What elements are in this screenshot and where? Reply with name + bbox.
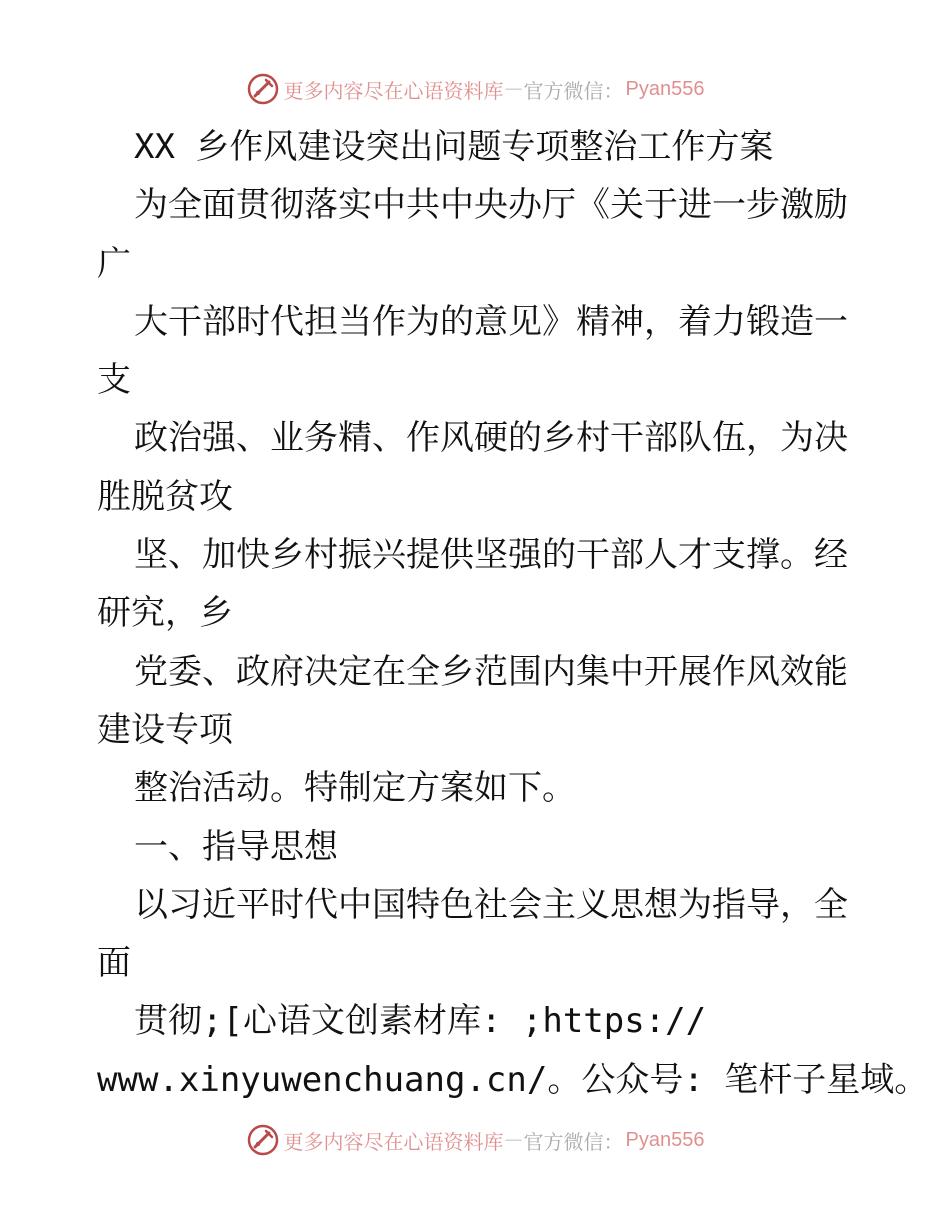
text-line: 政治强、业务精、作风硬的乡村干部队伍，为决 xyxy=(134,418,848,459)
text-line: 研究，乡 xyxy=(97,593,233,634)
text-line: 以习近平时代中国特色社会主义思想为指导，全 xyxy=(134,884,848,925)
watermark-label: 官方微信： xyxy=(523,1129,624,1154)
watermark-label: 官方微信： xyxy=(523,78,624,103)
watermark-dash: — xyxy=(505,1131,522,1148)
document-body xyxy=(97,118,929,1109)
text-line: 贯彻;[心语文创素材库: ;https:// xyxy=(134,1001,707,1042)
text-line: 建设专项 xyxy=(97,709,233,750)
text-line: XX 乡作风建设突出问题专项整治工作方案 xyxy=(134,127,774,167)
footer-watermark xyxy=(0,1122,950,1158)
watermark-text: 更多内容尽在心语资料库 xyxy=(283,1129,504,1154)
text-line: 一、指导思想 xyxy=(134,826,338,867)
seal-logo-icon xyxy=(246,72,280,106)
text-line: 胜脱贫攻 xyxy=(97,476,233,517)
text-line: www.xinyuwenchuang.cn/。公众号: 笔杆子星域。 xyxy=(97,1059,929,1100)
watermark-id: Pyan556 xyxy=(625,77,705,100)
text-line: 广 xyxy=(97,243,131,284)
header-watermark xyxy=(0,71,950,107)
text-line: 支 xyxy=(97,360,131,401)
watermark-id: Pyan556 xyxy=(625,1128,705,1151)
text-line: 面 xyxy=(97,943,131,984)
text-line: 党委、政府决定在全乡范围内集中开展作风效能 xyxy=(134,651,848,692)
text-line: 坚、加快乡村振兴提供坚强的干部人才支撑。经 xyxy=(134,535,848,576)
watermark-dash: — xyxy=(505,80,522,97)
text-line: 为全面贯彻落实中共中央办厅《关于进一步激励 xyxy=(134,185,848,226)
text-line: 大干部时代担当作为的意见》精神，着力锻造一 xyxy=(134,301,848,342)
watermark-text: 更多内容尽在心语资料库 xyxy=(283,78,504,103)
seal-logo-icon xyxy=(246,1123,280,1157)
text-line: 整治活动。特制定方案如下。 xyxy=(134,768,576,809)
